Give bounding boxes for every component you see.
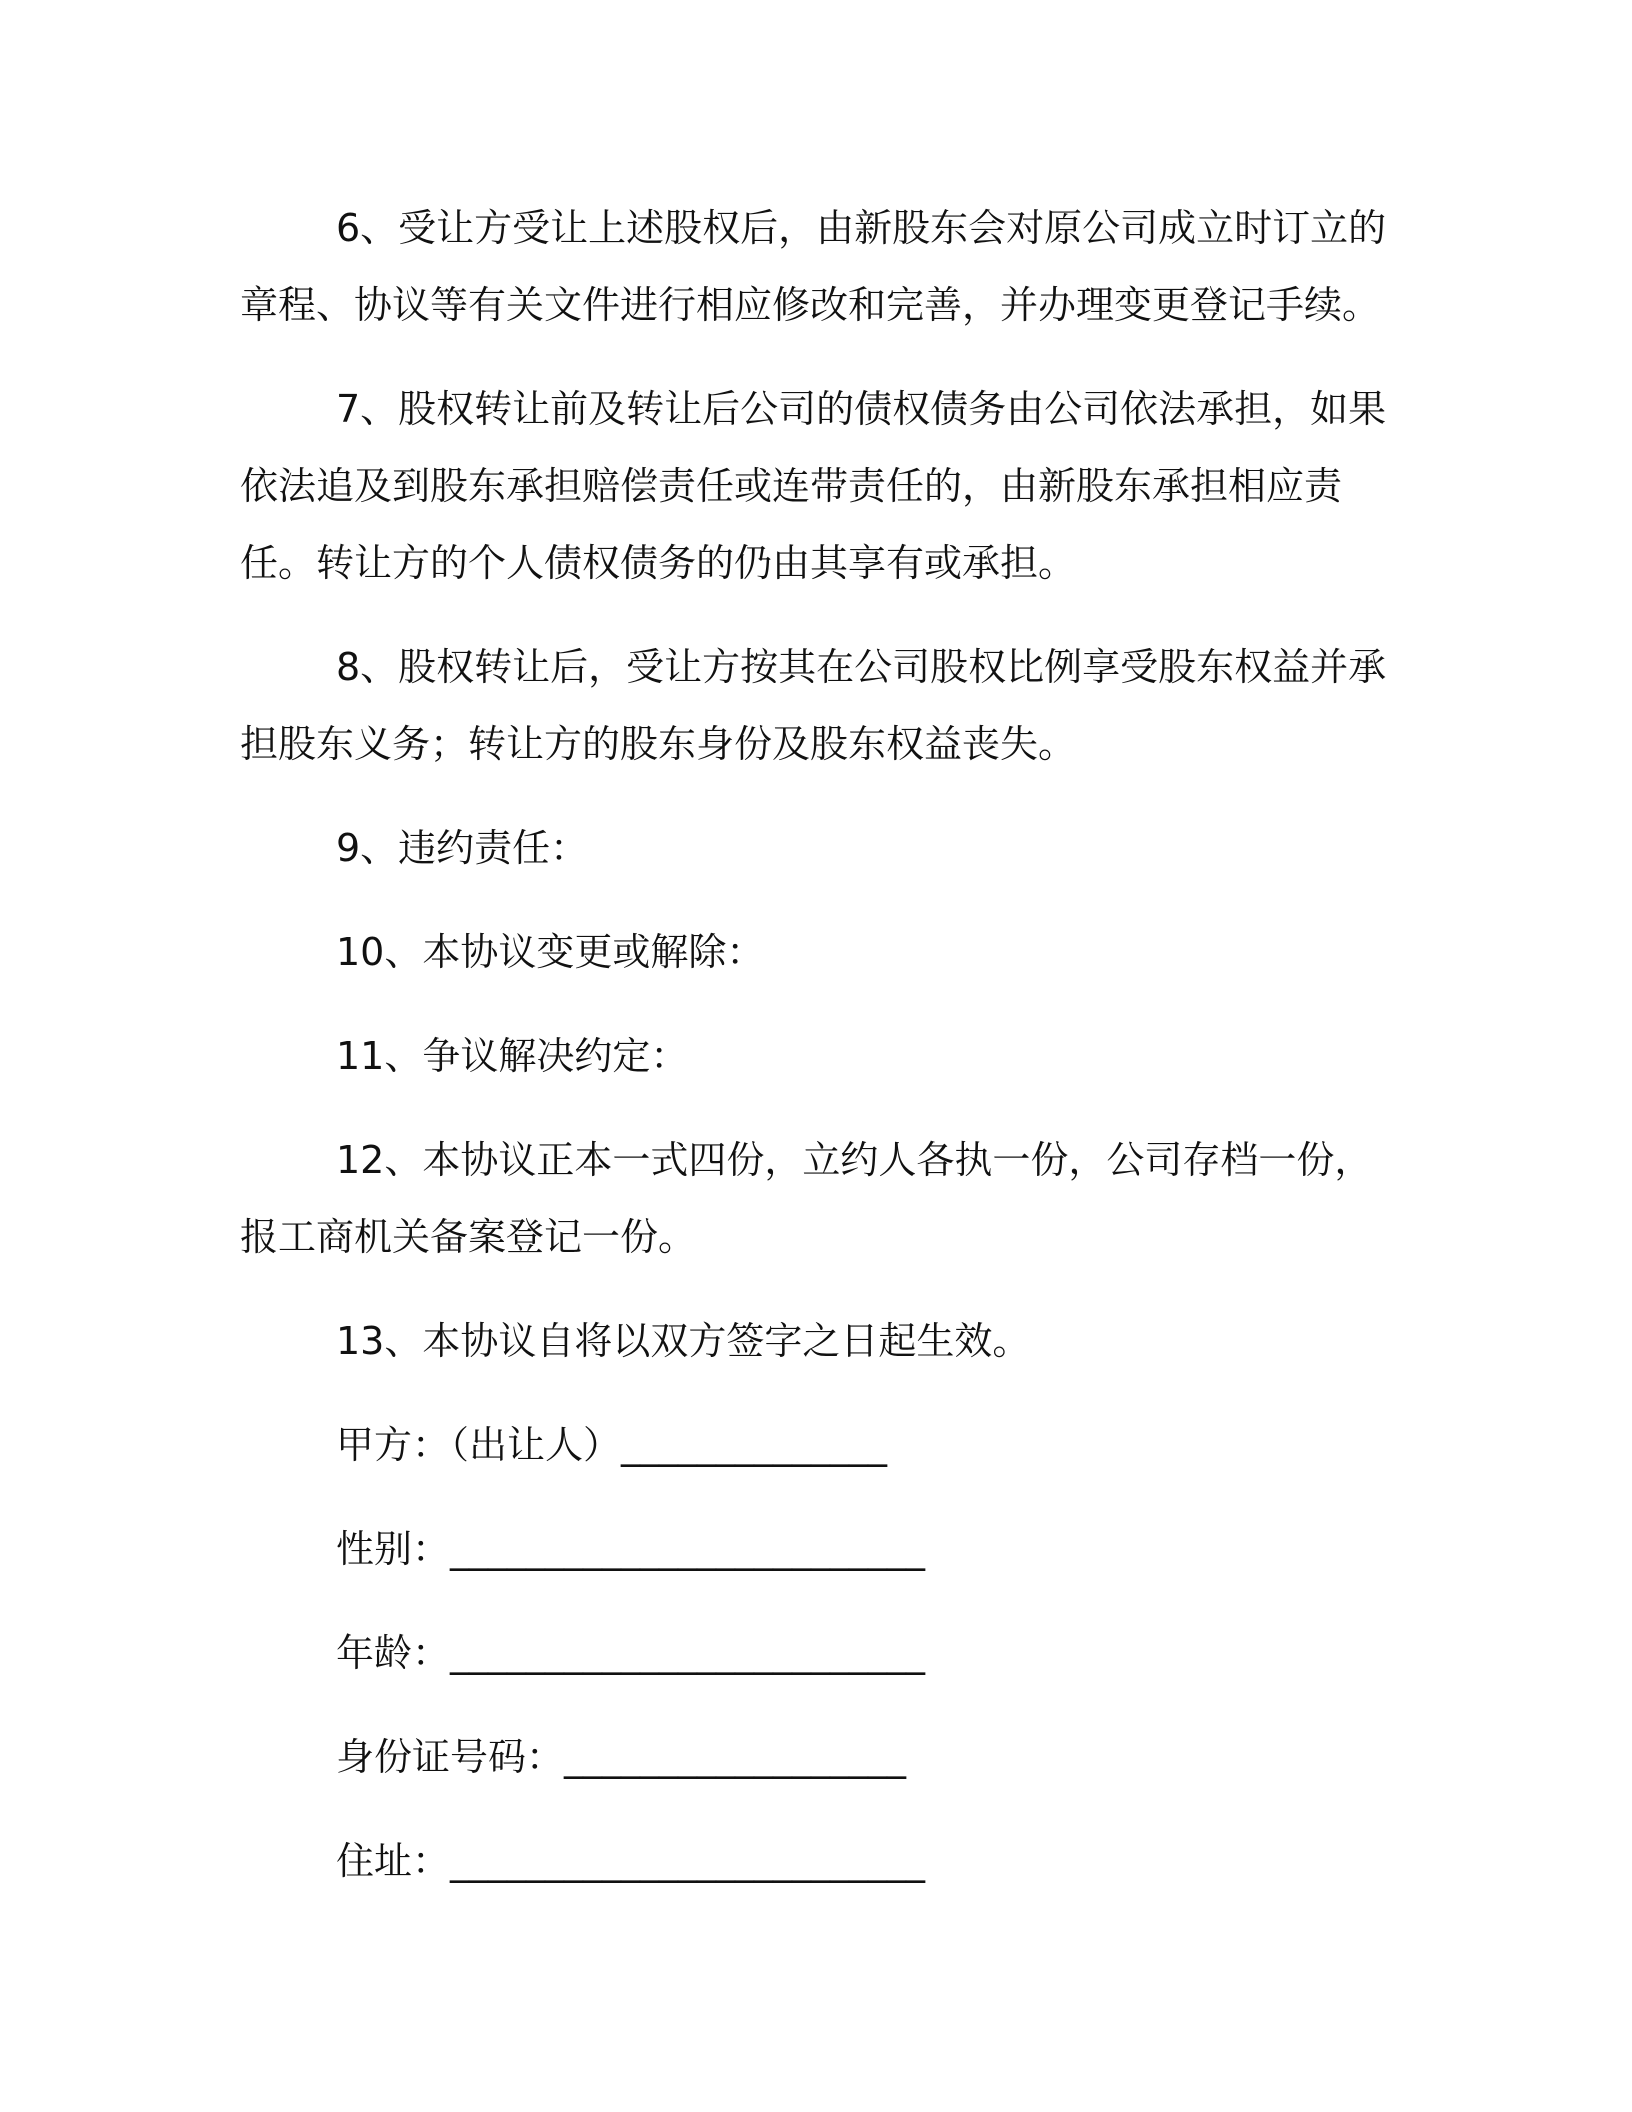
clause-13: 13、本协议自将以双方签字之日起生效。 — [336, 1319, 1031, 1363]
clause-6: 6、受让方受让上述股权后，由新股东会对原公司成立时订立的章程、协议等有关文件进行相应修改和完善，并办理变更登记手续。 — [240, 206, 1387, 327]
id-number-field: 身份证号码：__________________ — [336, 1735, 907, 1779]
party-a-field: 甲方：（出让人）______________ — [336, 1423, 888, 1467]
clause-12: 12、本协议正本一式四份，立约人各执一份，公司存档一份，报工商机关备案登记一份。 — [240, 1138, 1373, 1259]
clause-7: 7、股权转让前及转让后公司的债权债务由公司依法承担，如果依法追及到股东承担赔偿责任或连带责任的，由新股东承担相应责任。转让方的个人债权债务的仍由其享有或承担。 — [240, 387, 1387, 585]
clause-8: 8、股权转让后，受让方按其在公司股权比例享受股东权益并承担股东义务；转让方的股东身份及股东权益丧失。 — [240, 645, 1387, 766]
gender-field: 性别：_________________________ — [336, 1527, 926, 1571]
age-field: 年龄：_________________________ — [336, 1631, 926, 1675]
document-body — [240, 190, 1390, 1927]
clause-9: 9、违约责任： — [336, 826, 589, 870]
address-field: 住址：_________________________ — [336, 1839, 926, 1883]
clause-10: 10、本协议变更或解除： — [336, 930, 765, 974]
clause-11: 11、争议解决约定： — [336, 1034, 689, 1078]
